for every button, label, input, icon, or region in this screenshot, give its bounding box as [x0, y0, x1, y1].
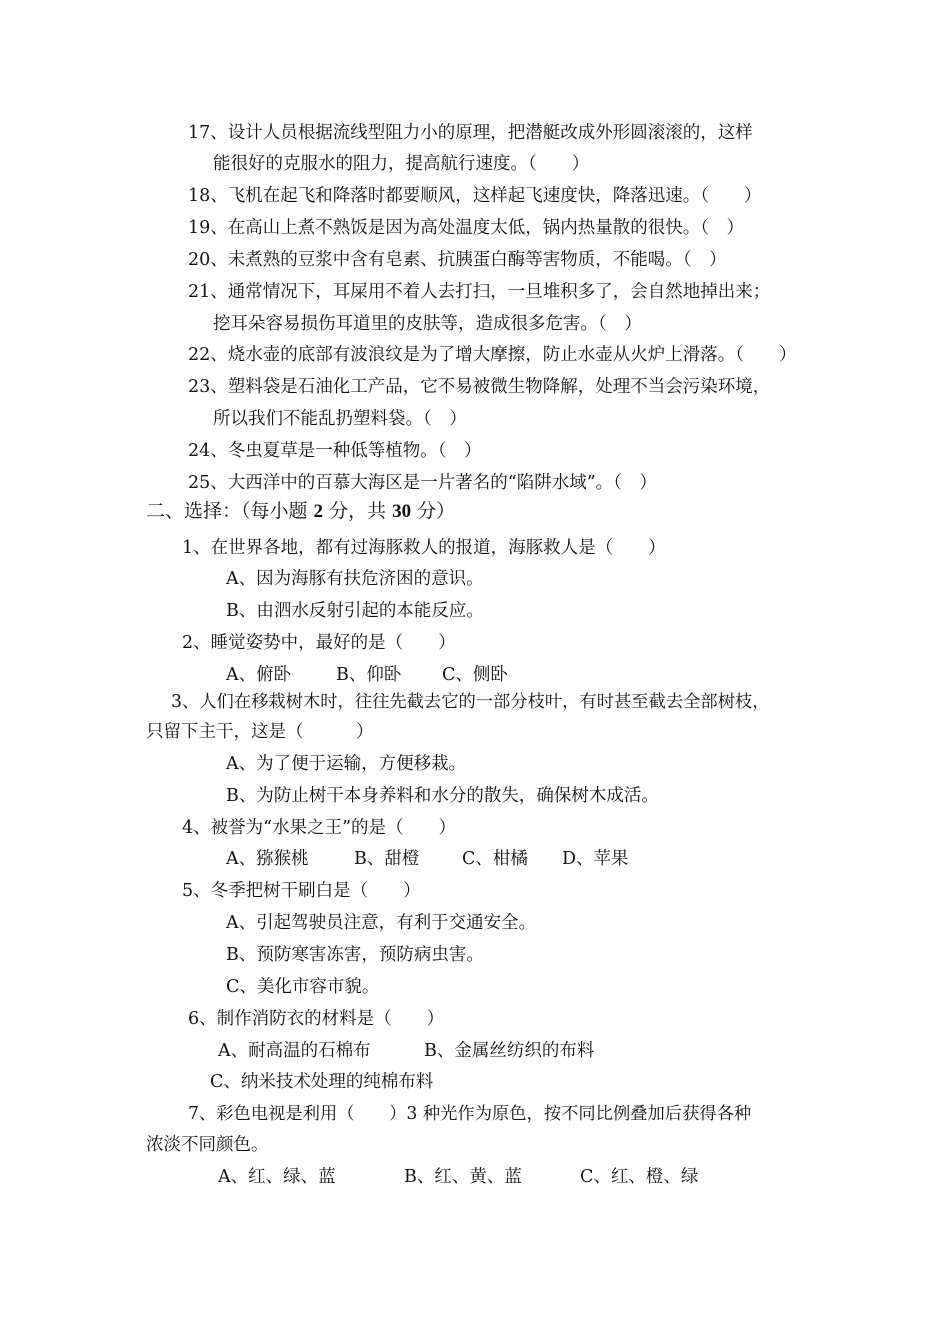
- mc-option-7a: A、红、绿、蓝: [218, 1167, 336, 1187]
- tf-question-17-cont: 能很好的克服水的阻力，提高航行速度。（ ）: [213, 154, 590, 174]
- tf-question-22: 22、烧水壶的底部有波浪纹是为了增大摩擦，防止水壶从火炉上滑落。（ ）: [188, 345, 797, 365]
- mc-option-4a: A、猕猴桃: [226, 849, 309, 869]
- mc-option-3b: B、为防止树干本身养料和水分的散失，确保树木成活。: [226, 786, 659, 806]
- mc-question-5: 5、冬季把树干刷白是（ ）: [182, 881, 421, 901]
- tf-question-23: 23、塑料袋是石油化工产品，它不易被微生物降解，处理不当会污染环境，: [188, 377, 771, 397]
- section-heading-choice: [146, 499, 455, 524]
- tf-question-23-cont: 所以我们不能乱扔塑料袋。（ ）: [213, 409, 467, 429]
- section-heading-mid: 分，共: [323, 500, 393, 522]
- mc-option-4d: D、苹果: [562, 849, 629, 869]
- mc-option-6a: A、耐高温的石棉布: [218, 1041, 371, 1061]
- mc-question-7-cont: 浓淡不同颜色。: [146, 1135, 269, 1155]
- tf-question-18: 18、飞机在起飞和降落时都要顺风，这样起飞速度快，降落迅速。（ ）: [188, 186, 762, 206]
- tf-question-21: 21、通常情况下，耳屎用不着人去打扫，一旦堆积多了，会自然地掉出来；: [188, 282, 771, 302]
- mc-option-1b: B、由泗水反射引起的本能反应。: [226, 601, 484, 621]
- mc-option-7c: C、红、橙、绿: [580, 1167, 699, 1187]
- mc-option-2a: A、俯卧: [226, 665, 292, 685]
- mc-option-4b: B、甜橙: [354, 849, 420, 869]
- mc-question-1: 1、在世界各地，都有过海豚救人的报道，海豚救人是（ ）: [182, 538, 666, 558]
- mc-option-5c: C、美化市容市貌。: [226, 977, 380, 997]
- mc-option-6c: C、纳米技术处理的纯棉布料: [210, 1072, 434, 1092]
- mc-option-2c: C、侧卧: [442, 665, 508, 685]
- tf-question-19: 19、在高山上煮不熟饭是因为高处温度太低，锅内热量散的很快。（ ）: [188, 218, 745, 238]
- mc-question-2: 2、睡觉姿势中，最好的是（ ）: [182, 633, 456, 653]
- tf-question-17: 17、设计人员根据流线型阻力小的原理，把潜艇改成外形圆滚滚的，这样: [188, 123, 753, 143]
- mc-option-3a: A、为了便于运输，方便移栽。: [226, 754, 467, 774]
- mc-option-6b: B、金属丝纺织的布料: [424, 1041, 595, 1061]
- mc-question-6: 6、制作消防衣的材料是（ ）: [188, 1009, 445, 1029]
- mc-question-7: 7、彩色电视是利用（ ）3 种光作为原色，按不同比例叠加后获得各种: [188, 1104, 752, 1124]
- section-heading-total: 30: [392, 501, 412, 522]
- mc-option-1a: A、因为海豚有扶危济困的意识。: [226, 569, 484, 589]
- tf-question-24: 24、冬虫夏草是一种低等植物。（ ）: [188, 441, 482, 461]
- mc-option-5a: A、引起驾驶员注意，有利于交通安全。: [226, 913, 537, 933]
- mc-question-4: 4、被誉为“水果之王”的是（ ）: [182, 818, 457, 838]
- tf-question-20: 20、未煮熟的豆浆中含有皂素、抗胰蛋白酶等害物质，不能喝。（ ）: [188, 250, 727, 270]
- mc-question-3-cont: 只留下主干，这是（ ）: [146, 722, 374, 742]
- section-heading-post: 分）: [411, 500, 456, 522]
- tf-question-21-cont: 挖耳朵容易损伤耳道里的皮肤等，造成很多危害。（ ）: [213, 314, 642, 334]
- mc-option-2b: B、仰卧: [336, 665, 402, 685]
- mc-option-7b: B、红、黄、蓝: [404, 1167, 522, 1187]
- mc-question-3: 3、人们在移栽树木时，往往先截去它的一部分枝叶，有时甚至截去全部树枝，: [171, 692, 770, 712]
- mc-option-5b: B、预防寒害冻害，预防病虫害。: [226, 945, 484, 965]
- section-heading-pre: 二、选择：（每小题: [146, 500, 314, 522]
- mc-option-4c: C、柑橘: [462, 849, 528, 869]
- section-heading-points: 2: [313, 501, 324, 522]
- tf-question-25: 25、大西洋中的百慕大海区是一片著名的“陷阱水域”。（ ）: [188, 473, 657, 493]
